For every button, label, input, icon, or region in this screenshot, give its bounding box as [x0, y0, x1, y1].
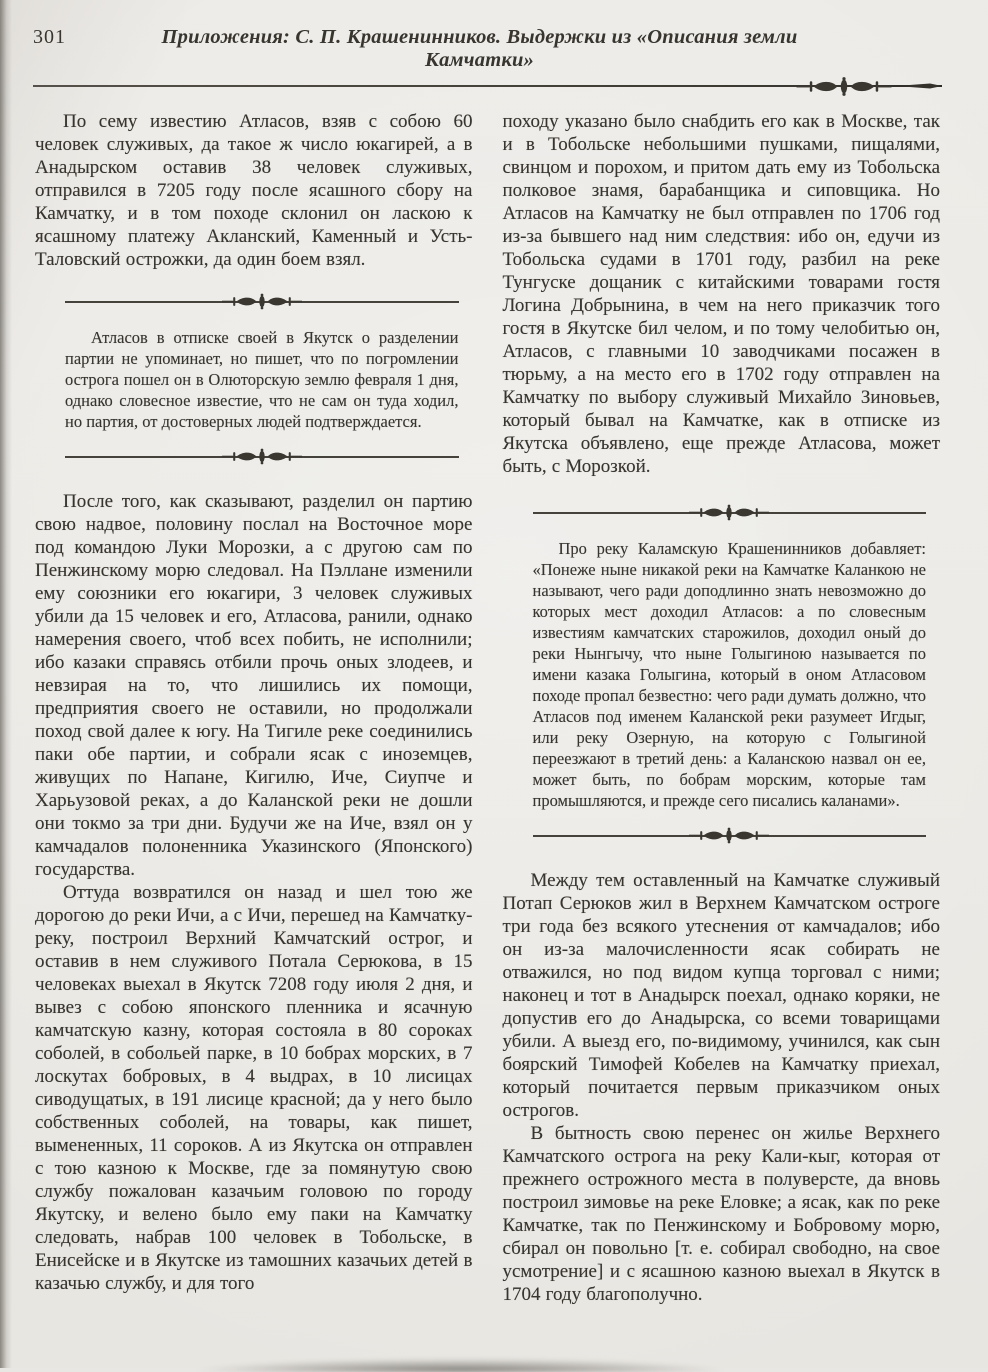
page-title: Приложения: С. П. Крашенинников. Выдержки из «Описания земли Камчатки»: [161, 26, 798, 71]
paragraph: Между тем оставленный на Камчатке служивый Потап Серюков жил в Верхнем Камчатском остроге три года без всякого утеснения от камчадалов; ибо он из-за малочисленности ясак собирать не отважился, но под видом купца торговал с ними; наконец и тот в Анадырск поехал, однако коряки, не допустив его до Анадырска, со всеми товарищами убили. А выезд его, по-видимому, учинился, как сын боярский Тимофей Кобелев на Камчатку приехал, который почитается первым приказчиком оных острогов.: [502, 870, 940, 1121]
section-divider: [65, 448, 459, 466]
paragraph: походу указано было снабдить его как в Москве, так и в Тобольске небольшими пушками, пищалями, свинцом и порохом, и притом дать ему из Тобольска полковое знамя, барабанщика и сиповщика. Но Атласов на Камчатку не был отправлен по 1706 год из-за бывшего над ним следствия: ибо он, едучи из Тобольска судами в 1701 году, разбил на реке Тунгуске дощаник с китайскими товарами гостя Логина Добрынина, в чем на него приказчик того гостя в Якутске бил челом, и по тому челобитью он, Атласов, с главными 10 заводчиками посажен в тюрьму, а на место его в 1702 году отправлен на Камчатку по выбору служивый Михайло Зиновьев, который бывал на Камчатке, как в отписке из Якутска объявлено, еще прежде Атласова, может быть, с Морозкой.: [502, 111, 940, 477]
left-column: [35, 110, 473, 1306]
text-columns: [0, 94, 988, 1306]
header-rule: [33, 78, 944, 94]
section-divider: [533, 827, 927, 845]
paragraph: Оттуда возвратился он назад и шел тою же дорогою до реки Ичи, а с Ичи, перешед на Камчатку-реку, построил Верхний Камчатский острог, и оставив в нем служивого Потала Серюкова, в 15 человеках выехал в Якутск 7208 году июля 2 дня, и вывез с собою японского пленника и ясачную камчатскую казну, которая состояла в 80 сороках соболей, в собольей парке, в 10 бобрах морских, в 7 лоскутах бобровых, в 4 выдрах, в 10 лисицах сиводущатых, в 191 лисице красной; да у него было собственных соболей, на товары, как пишет, вымененных, 11 сороков. А из Якутска он отправлен с тою казною к Москве, где за помянутую свою службу пожалован казачьим головою по городу Якутску, и велено было ему паки на Камчатку следовать, набрав 100 человек в Тобольске, в Енисейске и в Якутске из тамошних казачьих детей в казачью службу, и для того: [35, 882, 473, 1294]
header-flourish-icon: [796, 77, 892, 96]
editorial-note-right: [533, 504, 927, 845]
header-rule-taper: [896, 82, 942, 90]
page-number: 301: [33, 26, 66, 48]
section-divider: [65, 293, 459, 311]
fleuron-divider-icon: [222, 448, 302, 465]
fleuron-divider-icon: [222, 293, 302, 310]
fleuron-divider-icon: [689, 504, 769, 521]
right-column: [503, 110, 941, 1306]
note-text: Атласов в отписке своей в Якутск о разделении партии не упоминает, но пишет, что по погромлении острога пошел он в Олюторскую землю февраля 1 дня, однако словесное известие, что не сам он туда ходил, но партия, от достоверных людей подтверждается.: [65, 328, 459, 431]
section-divider: [533, 504, 927, 522]
note-text: Про реку Каламскую Крашенинников добавляет: «Понеже ныне никакой реки на Камчатке Каланкою не называют, чего ради доподлинно знать невозможно до которых мест доходил Атласов: а по словесным известиям камчатских старожилов, доходил оный до реки Нынгычу, что ныне Голыгиною называется по имени казака Голыгина, который в оном Атласовом походе пропал безвестно: чего ради думать должно, что Атласов под именем Каланской реки разумеет Игдыг, или реку Озерную, на которую с Голыгиной переезжают в третий день: а Каланскою назвал он ее, может быть, по бобрам морским, которые там промышляются, и прежде сего писались каланами».: [532, 539, 926, 810]
editorial-note-left: [65, 293, 459, 466]
page-header: [0, 0, 988, 94]
paragraph: В бытность свою перенес он жилье Верхнего Камчатского острога на реку Кали-кыг, которая от прежнего острожного места в полуверсте, да вновь построил зимовье на реке Еловке; а ясак, как по реке Камчатке, так по Пенжинскому и Бобровому морю, сбирал он повольно [т. е. собирал свободно, на свое усмотрение] и с ясашною казною выехал в Якутск в 1704 году благополучно.: [502, 1123, 940, 1305]
paragraph: После того, как сказывают, разделил он партию свою надвое, половину послал на Восточное море под командою Луки Морозки, а с другою сам по Пенжинскому морю следовал. На Пэллане изменили ему союзники его юкагири, 3 человек служивых убили да 15 человек и его, Атласова, ранили, однако намерения своего, чтоб всех побить, не исполнили; ибо казаки справясь отбили прочь оных злодеев, и невзирая на то, что лишились их помощи, предприятия своего не оставили, но продолжали поход свой далее к югу. На Тигиле реке соединились паки обе партии, и собрали ясак с иноземцев, живущих по Напане, Кигилю, Иче, Сиупче и Харьузовой реках, а до Каланской реки не дошли они токмо за три дни. Будучи же на Иче, взял он у камчадалов полоненника Указинского (Японского) государства.: [35, 491, 473, 880]
fleuron-divider-icon: [689, 827, 769, 844]
paragraph: По сему известию Атласов, взяв с собою 60 человек служивых, да такое ж число юкагирей, а в Анадырском оставив 38 человек служивых, отправился в 7205 году после ясашного сбору на Камчатку, и в том походе склонил он ласкою к ясашному платежу Акланский, Каменный и Усть-Таловский острожки, да один боем взял.: [35, 111, 473, 270]
scan-bottom-smudge: [190, 1358, 730, 1372]
